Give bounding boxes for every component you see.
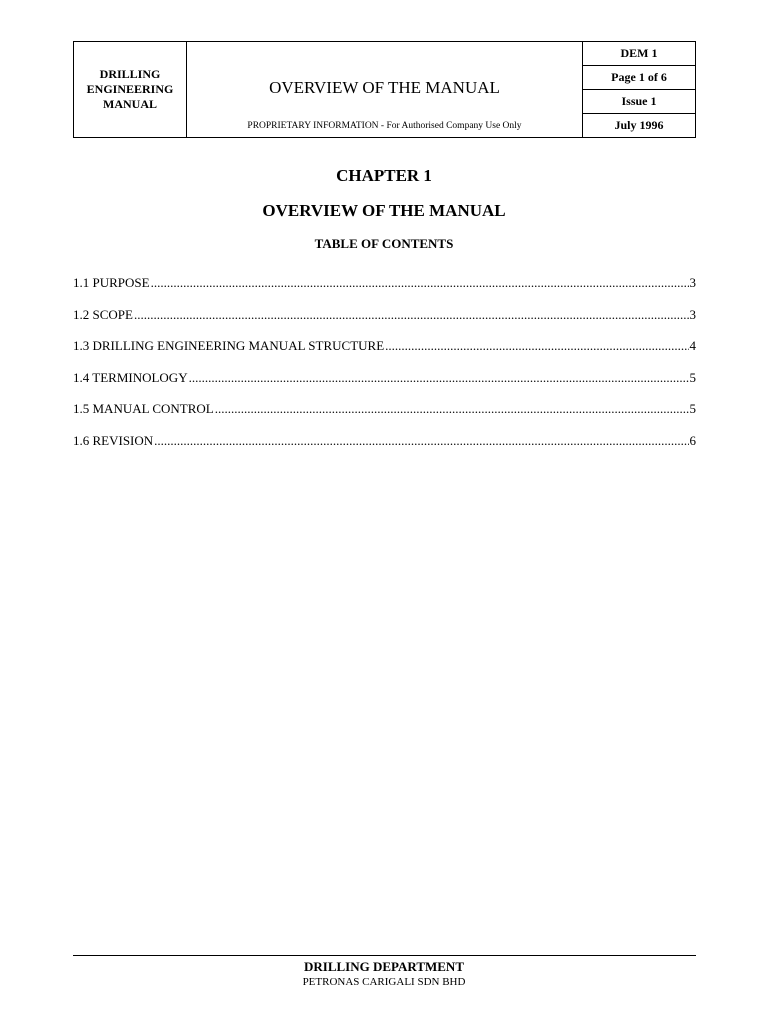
toc-heading: TABLE OF CONTENTS bbox=[314, 236, 454, 251]
toc-dot-leader bbox=[154, 432, 688, 450]
toc-dot-leader bbox=[189, 369, 689, 387]
toc-entry-page: 5 bbox=[689, 401, 696, 416]
toc-entry-scope[interactable] bbox=[73, 306, 696, 338]
footer-divider bbox=[73, 955, 696, 956]
footer-company: PETRONAS CARIGALI SDN BHD bbox=[302, 976, 466, 988]
table-of-contents bbox=[73, 274, 696, 463]
manual-name-line: DRILLING bbox=[99, 67, 161, 81]
toc-entry-page: 3 bbox=[689, 306, 696, 322]
toc-dot-leader bbox=[134, 306, 689, 324]
toc-entry-page: 6 bbox=[689, 432, 696, 448]
toc-entry-page: 4 bbox=[689, 338, 696, 353]
toc-entry-label: 1.5 MANUAL CONTROL bbox=[73, 401, 214, 416]
toc-dot-leader bbox=[215, 400, 689, 418]
toc-entry-label: 1.2 SCOPE bbox=[73, 306, 133, 322]
page-number: Page 1 of 6 bbox=[583, 66, 696, 90]
toc-dot-leader bbox=[151, 274, 689, 292]
manual-name-line: ENGINEERING bbox=[86, 82, 174, 96]
toc-entry-label: 1.4 TERMINOLOGY bbox=[73, 369, 188, 385]
toc-entry-label: 1.1 PURPOSE bbox=[73, 275, 150, 290]
toc-entry-structure[interactable] bbox=[73, 337, 696, 369]
issue-date: July 1996 bbox=[583, 114, 696, 138]
toc-dot-leader bbox=[385, 337, 688, 355]
header-title-cell bbox=[187, 42, 583, 138]
document-title: OVERVIEW OF THE MANUAL bbox=[269, 78, 500, 97]
toc-entry-manual-control[interactable] bbox=[73, 400, 696, 432]
chapter-title: OVERVIEW OF THE MANUAL bbox=[262, 201, 506, 220]
document-header bbox=[73, 41, 696, 138]
toc-entry-revision[interactable] bbox=[73, 432, 696, 464]
doc-code: DEM 1 bbox=[583, 42, 696, 66]
manual-name-line: MANUAL bbox=[103, 97, 157, 111]
toc-entry-label: 1.6 REVISION bbox=[73, 432, 154, 448]
toc-entry-page: 3 bbox=[689, 275, 696, 290]
toc-entry-terminology[interactable] bbox=[73, 369, 696, 401]
toc-entry-page: 5 bbox=[689, 369, 696, 385]
footer-department: DRILLING DEPARTMENT bbox=[303, 959, 464, 974]
manual-name bbox=[74, 42, 187, 138]
issue-number: Issue 1 bbox=[583, 90, 696, 114]
toc-entry-label: 1.3 DRILLING ENGINEERING MANUAL STRUCTURE bbox=[73, 338, 385, 353]
chapter-number: CHAPTER 1 bbox=[336, 166, 432, 185]
toc-entry-purpose[interactable] bbox=[73, 274, 696, 306]
proprietary-notice: PROPRIETARY INFORMATION - For Authorised Company Use Only bbox=[247, 121, 522, 131]
